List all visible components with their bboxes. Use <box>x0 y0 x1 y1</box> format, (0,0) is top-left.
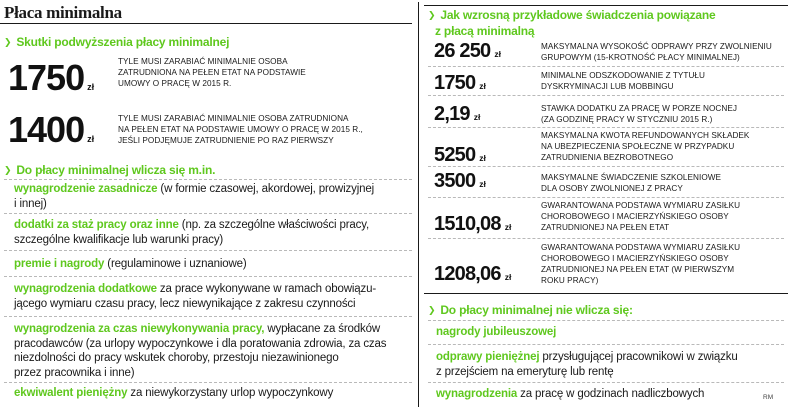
stat-unit: zł <box>87 134 95 144</box>
benefit-unit: zł <box>504 272 512 282</box>
divider <box>428 127 784 128</box>
divider <box>4 382 412 383</box>
divider <box>428 197 784 198</box>
divider <box>4 316 412 317</box>
list-item: ekwiwalent pieniężny za niewykorzystany urlop wypoczynkowy <box>14 387 334 399</box>
divider <box>428 66 784 67</box>
section-heading-text: Skutki podwyższenia płacy minimalnej <box>16 35 230 49</box>
benefit-value: 26 250 zł <box>434 40 501 62</box>
benefit-unit: zł <box>479 81 486 91</box>
section-heading-benefits: ❯ Jak wzrosną przykładowe świadczenia powiązane z płacą minimalną <box>428 8 716 38</box>
stat-value: 1400 zł <box>8 109 95 150</box>
list-item: wynagrodzenia za pracę w godzinach nadliczbowych <box>436 388 705 400</box>
benefit-value: 1750 zł <box>434 72 486 94</box>
stat-value: 1750 zł <box>8 57 95 98</box>
list-item: wynagrodzenie zasadnicze (w formie czasowej, akordowej, prowizyjnej i innej) <box>14 183 374 210</box>
benefit-unit: zł <box>479 179 486 189</box>
benefit-description: STAWKA DODATKU ZA PRACĘ W PORZE NOCNEJ (ZA GODZINĘ PRACY W STYCZNIU 2015 R.) <box>541 104 737 124</box>
right-section-divider <box>424 293 788 294</box>
benefit-value: 5250 zł <box>434 144 486 166</box>
list-item: wynagrodzenia za czas niewykonywania pracy, wypłacane za środków pracodawców (za urlopy wypoczynkowe i dla poratowania zdrowia, za czas niezdolności do pracy wskutek choroby, przestoju niezawinionego przez pracownika i inne) <box>14 323 387 379</box>
list-item: premie i nagrody (regulaminowe i uznaniowe) <box>14 258 247 270</box>
divider <box>4 276 412 277</box>
benefit-description: GWARANTOWANA PODSTAWA WYMIARU ZASIŁKU CHOROBOWEGO I MACIERZYŃSKIEGO OSOBY ZATRUDNIONEJ NA PEŁEN ETAT (W PIERWSZYM ROKU PRACY) <box>541 243 741 285</box>
chevron-right-icon: ❯ <box>4 166 12 176</box>
section-heading-text: Do płacy minimalnej nie wlicza się: <box>440 303 633 317</box>
stat-description: TYLE MUSI ZARABIAĆ MINIMALNIE OSOBA ZATRUDNIONA NA PEŁEN ETAT NA PODSTAWIE UMOWY O PRACĘ W 2015 R. <box>118 57 306 88</box>
divider <box>428 344 784 345</box>
stat-description: TYLE MUSI ZARABIAĆ MINIMALNIE OSOBA ZATRUDNIONA NA PEŁEN ETAT NA PODSTAWIE UMOWY O PRACĘ W 2015 R., JEŚLI PODJĘMUJE ZATRUDNIENIE PO RAZ PIERWSZY <box>118 114 363 145</box>
benefit-description: MAKSYMALNE ŚWIADCZENIE SZKOLENIOWE DLA OSOBY ZWOLNIONEJ Z PRACY <box>541 173 722 193</box>
benefit-value: 1510,08 zł <box>434 213 512 235</box>
column-divider <box>418 2 419 407</box>
list-item: dodatki za staż pracy oraz inne (np. za szczególne właściwości pracy, szczególne kwalifikacje lub warunki pracy) <box>14 219 370 246</box>
page-title: Płaca minimalna <box>4 3 122 22</box>
chevron-right-icon: ❯ <box>428 306 436 316</box>
benefit-value: 2,19 zł <box>434 103 481 125</box>
benefit-unit: zł <box>479 153 486 163</box>
divider <box>4 250 412 251</box>
benefit-unit: zł <box>504 222 512 232</box>
divider <box>4 213 412 214</box>
stat-unit: zł <box>87 82 95 92</box>
divider <box>428 238 784 239</box>
section-heading-effects <box>4 35 229 49</box>
section-heading-included <box>4 163 215 177</box>
chevron-right-icon: ❯ <box>428 11 436 21</box>
author-credit: RM <box>763 394 774 401</box>
title-divider <box>0 23 412 24</box>
benefit-description: GWARANTOWANA PODSTAWA WYMIARU ZASIŁKU CHOROBOWEGO I MACIERZYŃSKIEGO OSOBY ZATRUDNIONEJ NA PEŁEN ETAT <box>541 201 741 232</box>
divider <box>428 166 784 167</box>
benefit-unit: zł <box>494 49 501 59</box>
divider <box>428 320 784 321</box>
benefit-unit: zł <box>473 112 481 122</box>
right-top-divider <box>424 5 788 6</box>
benefit-description: MINIMALNE ODSZKODOWANIE Z TYTUŁU DYSKRYMINACJI LUB MOBBINGU <box>541 71 705 91</box>
list-item: wynagrodzenia dodatkowe za prace wykonywane w ramach obowiązu- jącego wymiaru czasu pracy, lecz niewynikające z zakresu czynności <box>14 283 377 310</box>
benefit-description: MAKSYMALNA WYSOKOŚĆ ODPRAWY PRZY ZWOLNIENIU GRUPOWYM (15-KROTNOŚĆ PŁACY MINIMALNEJ) <box>541 42 772 62</box>
divider <box>428 95 784 96</box>
benefit-value: 3500 zł <box>434 170 486 192</box>
benefit-description: MAKSYMALNA KWOTA REFUNDOWANYCH SKŁADEK NA UBEZPIECZENIA SPOŁECZNE W PRZYPADKU ZATRUDNIENIA BEZROBOTNEGO <box>541 131 750 162</box>
divider <box>4 179 412 180</box>
section-heading-excluded <box>428 303 633 317</box>
list-item: odprawy pieniężnej przysługującej pracownikowi w związku z przejściem na emeryturę lub rentę <box>436 351 738 378</box>
benefit-value: 1208,06 zł <box>434 263 512 285</box>
divider <box>428 382 784 383</box>
chevron-right-icon: ❯ <box>4 38 12 48</box>
section-heading-text: Do płacy minimalnej wlicza się m.in. <box>16 163 216 177</box>
list-item: nagrody jubileuszowej <box>436 326 557 338</box>
